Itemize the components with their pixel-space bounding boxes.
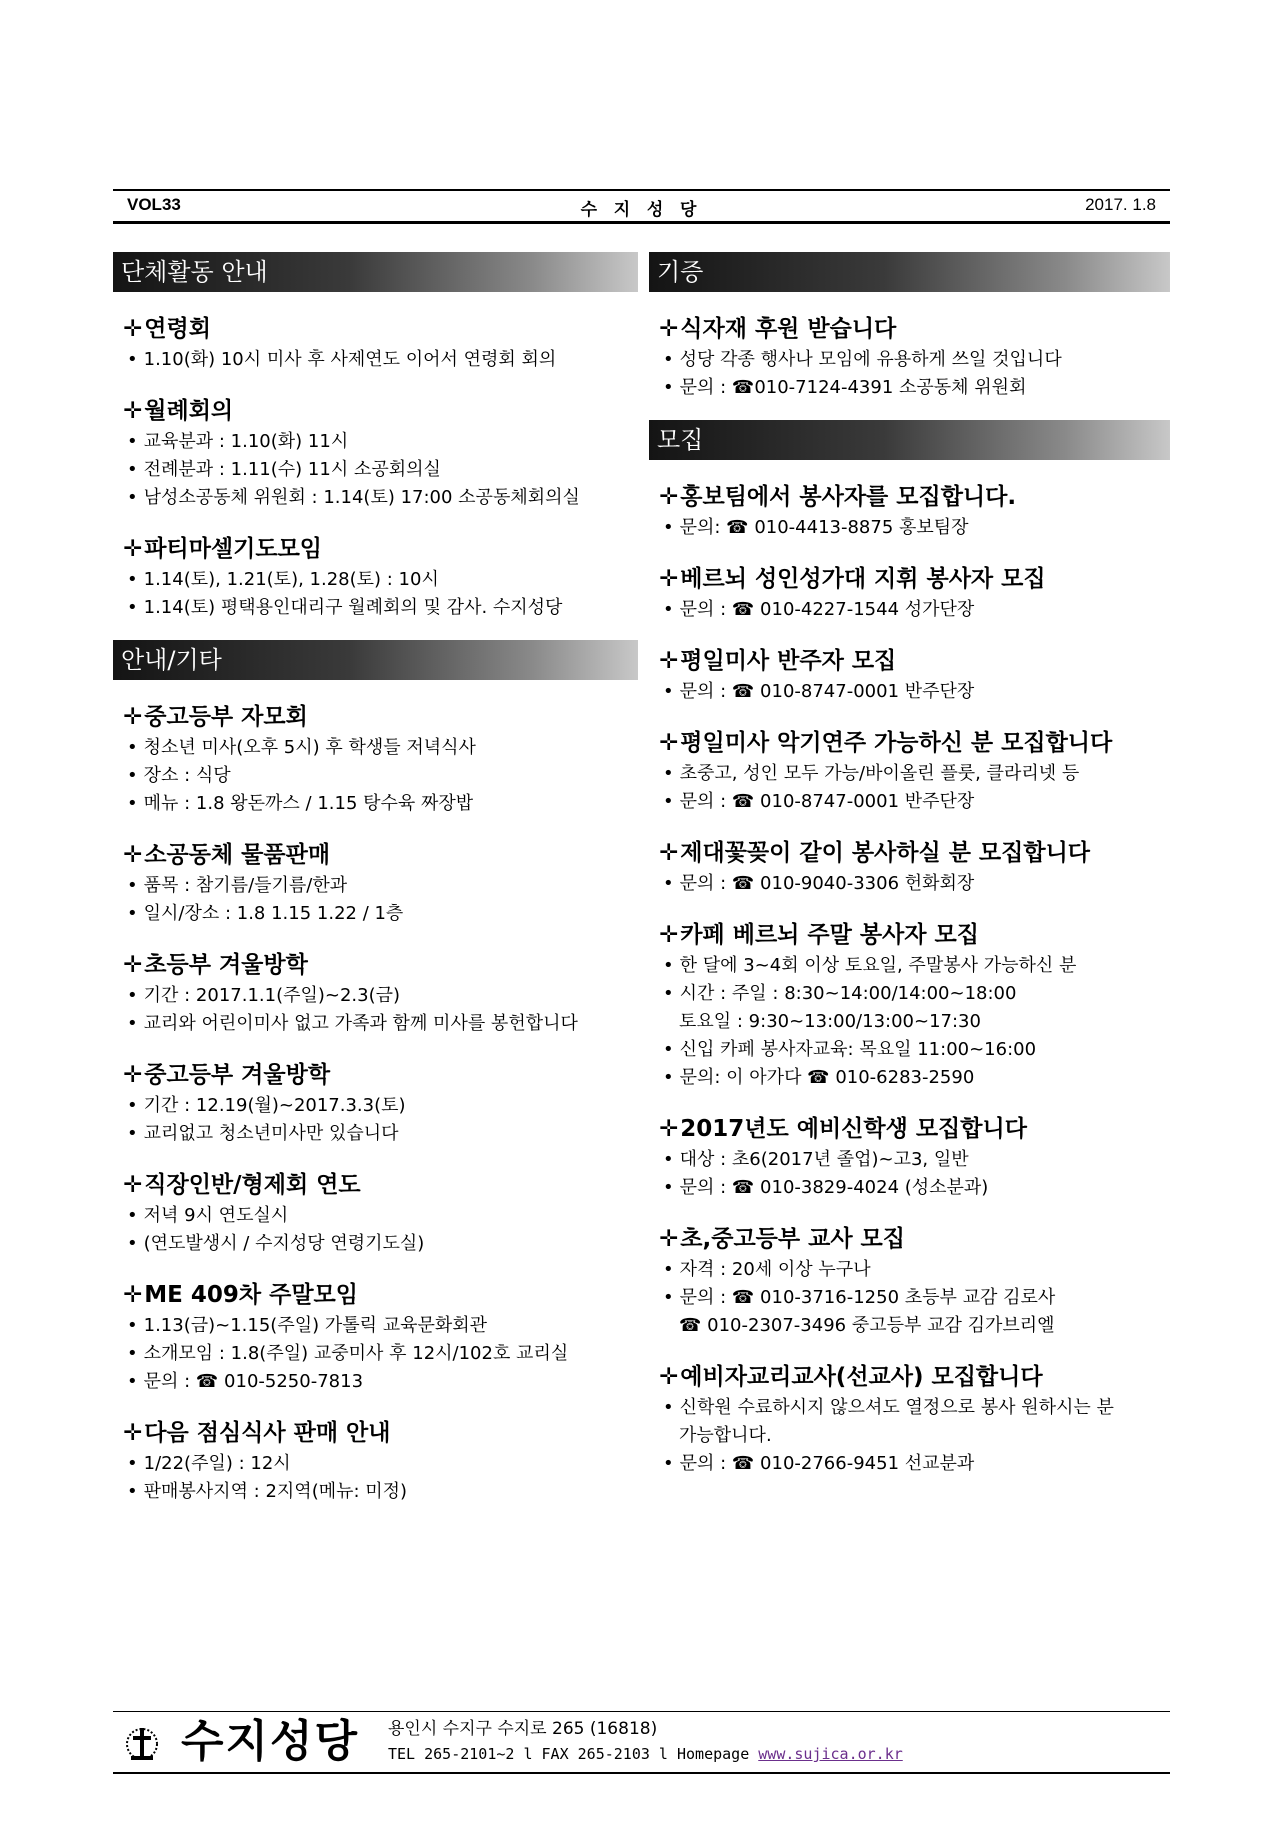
notice-title xyxy=(649,562,1170,596)
newsletter-title: 수 지 성 당 xyxy=(580,200,703,219)
notice-title-text: 중고등부 자모회 xyxy=(144,704,308,730)
section-header: 기증 xyxy=(649,252,1170,292)
notice-title xyxy=(113,948,638,982)
bullet-icon: • xyxy=(663,1287,674,1308)
cross-icon: ✛ xyxy=(123,316,143,342)
cross-icon: ✛ xyxy=(659,1116,679,1142)
bullet-icon: • xyxy=(127,459,138,480)
notice-line-text: 1.13(금)~1.15(주일) 가톨릭 교육문화회관 xyxy=(143,1315,488,1336)
notice-item xyxy=(113,700,638,818)
notice-line xyxy=(113,1368,638,1396)
notice-line-text: 1.14(토) 평택용인대리구 월례회의 및 감사. 수지성당 xyxy=(143,597,563,618)
notice-title-text: 식자재 후원 받습니다 xyxy=(680,316,897,342)
bullet-icon: • xyxy=(127,1095,138,1116)
bullet-icon: • xyxy=(663,1067,674,1088)
notice-line xyxy=(113,982,638,1010)
cross-icon: ✛ xyxy=(123,1420,143,1446)
notice-line-text: 기간 : 2017.1.1(주일)~2.3(금) xyxy=(143,985,401,1006)
bullet-icon: • xyxy=(127,1013,138,1034)
bullet-icon: • xyxy=(663,791,674,812)
bullet-icon: • xyxy=(127,1315,138,1336)
notice-item xyxy=(649,1112,1170,1202)
notice-item xyxy=(649,312,1170,402)
notice-line-text: 교리와 어린이미사 없고 가족과 함께 미사를 봉헌합니다 xyxy=(143,1013,578,1034)
notice-title-text: 소공동체 물품판매 xyxy=(144,842,331,868)
section-header: 안내/기타 xyxy=(113,640,638,680)
bullet-icon: • xyxy=(127,1205,138,1226)
cross-icon: ✛ xyxy=(123,1062,143,1088)
bullet-icon: • xyxy=(127,349,138,370)
cross-icon: ✛ xyxy=(123,842,143,868)
notice-line xyxy=(649,952,1170,980)
homepage-link[interactable]: www.sujica.or.kr xyxy=(758,1745,903,1763)
notice-title-text: ME 409차 주말모임 xyxy=(144,1282,358,1308)
notice-line-text: 문의 : ☎ 010-3716-1250 초등부 교감 김로사 xyxy=(679,1287,1056,1308)
notice-item xyxy=(113,532,638,622)
notice-title-text: 파티마셀기도모임 xyxy=(144,536,323,562)
church-logo-icon xyxy=(123,1722,161,1762)
notice-line-text: 판매봉사지역 : 2지역(메뉴: 미정) xyxy=(143,1481,408,1502)
bullet-icon: • xyxy=(127,1453,138,1474)
notice-line xyxy=(113,790,638,818)
notice-title xyxy=(113,700,638,734)
notice-title-text: 초,중고등부 교사 모집 xyxy=(680,1226,905,1252)
notice-line xyxy=(649,374,1170,402)
notice-line xyxy=(113,594,638,622)
notice-line xyxy=(649,1174,1170,1202)
notice-line-text: 문의 : ☎010-7124-4391 소공동체 위원회 xyxy=(679,377,1027,398)
notice-item xyxy=(649,562,1170,624)
notice-line xyxy=(113,1478,638,1506)
notice-item xyxy=(113,838,638,928)
section-header: 단체활동 안내 xyxy=(113,252,638,292)
notice-item xyxy=(649,480,1170,542)
notice-title xyxy=(649,726,1170,760)
notice-line-text: 초중고, 성인 모두 가능/바이올린 플룻, 클라리넷 등 xyxy=(679,763,1080,784)
notice-line xyxy=(649,1008,1170,1036)
cross-icon: ✛ xyxy=(123,704,143,730)
notice-title-text: 초등부 겨울방학 xyxy=(144,952,308,978)
notice-line-text: 문의 : ☎ 010-8747-0001 반주단장 xyxy=(679,681,975,702)
notice-item xyxy=(113,1168,638,1258)
notice-title-text: 예비자교리교사(선교사) 모집합니다 xyxy=(680,1364,1043,1390)
notice-title xyxy=(649,480,1170,514)
footer-address: 용인시 수지구 수지로 265 (16818) xyxy=(388,1719,658,1739)
notice-line xyxy=(649,596,1170,624)
notice-line-text: 청소년 미사(오후 5시) 후 학생들 저녁식사 xyxy=(143,737,476,758)
notice-title-text: 월례회의 xyxy=(144,398,234,424)
notice-title-text: 직장인반/형제회 연도 xyxy=(144,1172,361,1198)
notice-item xyxy=(649,918,1170,1092)
notice-title xyxy=(113,1168,638,1202)
bullet-icon: • xyxy=(663,1039,674,1060)
notice-line xyxy=(649,1422,1170,1450)
notice-line xyxy=(113,1120,638,1148)
notice-title-text: 평일미사 반주자 모집 xyxy=(680,648,897,674)
notice-line-text: (연도발생시 / 수지성당 연령기도실) xyxy=(143,1233,425,1254)
notice-item xyxy=(113,1278,638,1396)
notice-line-text: 한 달에 3~4회 이상 토요일, 주말봉사 가능하신 분 xyxy=(679,955,1077,976)
bullet-icon: • xyxy=(663,983,674,1004)
cross-icon: ✛ xyxy=(659,484,679,510)
notice-line-text: 문의 : ☎ 010-8747-0001 반주단장 xyxy=(679,791,975,812)
cross-icon: ✛ xyxy=(659,566,679,592)
notice-title xyxy=(113,1058,638,1092)
cross-icon: ✛ xyxy=(123,536,143,562)
notice-line-text: 1/22(주일) : 12시 xyxy=(143,1453,291,1474)
notice-title xyxy=(113,1278,638,1312)
notice-line xyxy=(113,428,638,456)
notice-line xyxy=(113,1312,638,1340)
notice-line-text: 교육분과 : 1.10(화) 11시 xyxy=(143,431,349,452)
notice-title xyxy=(113,1416,638,1450)
notice-line-text: 문의 : ☎ 010-3829-4024 (성소분과) xyxy=(679,1177,989,1198)
notice-item xyxy=(113,312,638,374)
notice-line xyxy=(113,900,638,928)
notice-line-text: 문의: 이 아가다 ☎ 010-6283-2590 xyxy=(679,1067,975,1088)
bullet-icon: • xyxy=(663,377,674,398)
notice-line-text: 문의 : ☎ 010-2766-9451 선교분과 xyxy=(679,1453,975,1474)
notice-line-text: 자격 : 20세 이상 누구나 xyxy=(679,1259,871,1280)
notice-line-text: 토요일 : 9:30~13:00/13:00~17:30 xyxy=(679,1011,981,1032)
notice-item xyxy=(113,1416,638,1506)
bullet-icon: • xyxy=(663,681,674,702)
footer-contact-text: TEL 265-2101~2 l FAX 265-2103 l Homepage xyxy=(388,1745,759,1763)
notice-item xyxy=(649,1360,1170,1478)
bullet-icon: • xyxy=(127,903,138,924)
cross-icon: ✛ xyxy=(659,316,679,342)
cross-icon: ✛ xyxy=(659,922,679,948)
notice-title xyxy=(649,918,1170,952)
bullet-icon: • xyxy=(663,873,674,894)
volume-label: VOL33 xyxy=(127,195,181,214)
notice-title-text: 제대꽃꽂이 같이 봉사하실 분 모집합니다 xyxy=(680,840,1091,866)
bullet-icon: • xyxy=(127,1343,138,1364)
notice-line xyxy=(649,1312,1170,1340)
notice-line xyxy=(113,566,638,594)
notice-line xyxy=(113,1092,638,1120)
notice-line-text: 신입 카페 봉사자교육: 목요일 11:00~16:00 xyxy=(679,1039,1037,1060)
notice-line xyxy=(113,1230,638,1258)
notice-line-text: 남성소공동체 위원회 : 1.14(토) 17:00 소공동체회의실 xyxy=(143,487,580,508)
notice-line-text: 메뉴 : 1.8 왕돈까스 / 1.15 탕수육 짜장밥 xyxy=(143,793,474,814)
bullet-icon: • xyxy=(663,1397,674,1418)
notice-title xyxy=(649,644,1170,678)
notice-line xyxy=(649,346,1170,374)
notice-line-text: ☎ 010-2307-3496 중고등부 교감 김가브리엘 xyxy=(679,1315,1055,1336)
cross-icon: ✛ xyxy=(123,952,143,978)
notice-line xyxy=(649,788,1170,816)
notice-line xyxy=(113,346,638,374)
notice-line xyxy=(649,870,1170,898)
notice-line xyxy=(649,514,1170,542)
bullet-icon: • xyxy=(127,1233,138,1254)
bullet-icon: • xyxy=(127,1481,138,1502)
notice-line xyxy=(113,1340,638,1368)
bullet-icon: • xyxy=(127,737,138,758)
bullet-icon: • xyxy=(127,793,138,814)
cross-icon: ✛ xyxy=(659,840,679,866)
notice-title-text: 2017년도 예비신학생 모집합니다 xyxy=(680,1116,1027,1142)
cross-icon: ✛ xyxy=(123,1172,143,1198)
notice-line-text: 품목 : 참기름/들기름/한과 xyxy=(143,875,348,896)
cross-icon: ✛ xyxy=(659,1364,679,1390)
notice-title xyxy=(649,836,1170,870)
notice-item xyxy=(649,644,1170,706)
notice-line xyxy=(649,1284,1170,1312)
notice-item xyxy=(113,394,638,512)
bullet-icon: • xyxy=(127,1123,138,1144)
notice-title-text: 연령회 xyxy=(144,316,211,342)
notice-line xyxy=(649,760,1170,788)
bullet-icon: • xyxy=(127,1371,138,1392)
section-header: 모집 xyxy=(649,420,1170,460)
cross-icon: ✛ xyxy=(659,648,679,674)
notice-line xyxy=(649,678,1170,706)
notice-title-text: 평일미사 악기연주 가능하신 분 모집합니다 xyxy=(680,730,1113,756)
notice-line-text: 대상 : 초6(2017년 졸업)~고3, 일반 xyxy=(679,1149,969,1170)
notice-title-text: 홍보팀에서 봉사자를 모집합니다. xyxy=(680,484,1017,510)
bullet-icon: • xyxy=(663,349,674,370)
notice-line xyxy=(649,1450,1170,1478)
cross-icon: ✛ xyxy=(659,1226,679,1252)
notice-title-text: 베르뇌 성인성가대 지휘 봉사자 모집 xyxy=(680,566,1046,592)
notice-line-text: 일시/장소 : 1.8 1.15 1.22 / 1층 xyxy=(143,903,404,924)
bullet-icon: • xyxy=(663,1259,674,1280)
notice-title-text: 카페 베르뇌 주말 봉사자 모집 xyxy=(680,922,979,948)
cross-icon: ✛ xyxy=(123,1282,143,1308)
page-header xyxy=(113,189,1170,224)
notice-line xyxy=(113,456,638,484)
notice-line xyxy=(113,1450,638,1478)
bullet-icon: • xyxy=(663,1177,674,1198)
notice-item xyxy=(113,1058,638,1148)
notice-title xyxy=(649,1360,1170,1394)
notice-line-text: 저녁 9시 연도실시 xyxy=(143,1205,289,1226)
notice-line-text: 전례분과 : 1.11(수) 11시 소공회의실 xyxy=(143,459,441,480)
bullet-icon: • xyxy=(127,569,138,590)
notice-line-text: 1.10(화) 10시 미사 후 사제연도 이어서 연령회 회의 xyxy=(143,349,557,370)
notice-title xyxy=(113,532,638,566)
cross-icon: ✛ xyxy=(659,730,679,756)
bullet-icon: • xyxy=(127,875,138,896)
notice-line-text: 문의 : ☎ 010-4227-1544 성가단장 xyxy=(679,599,975,620)
right-column xyxy=(649,252,1170,1478)
notice-line-text: 문의: ☎ 010-4413-8875 홍보팀장 xyxy=(679,517,969,538)
notice-title-text: 중고등부 겨울방학 xyxy=(144,1062,331,1088)
cross-icon: ✛ xyxy=(123,398,143,424)
bullet-icon: • xyxy=(127,765,138,786)
bullet-icon: • xyxy=(663,1453,674,1474)
notice-line-text: 시간 : 주일 : 8:30~14:00/14:00~18:00 xyxy=(679,983,1017,1004)
notice-line xyxy=(113,484,638,512)
notice-line xyxy=(649,1036,1170,1064)
notice-line xyxy=(649,1146,1170,1174)
bullet-icon: • xyxy=(663,763,674,784)
notice-title xyxy=(649,312,1170,346)
notice-line xyxy=(649,1256,1170,1284)
notice-line-text: 장소 : 식당 xyxy=(143,765,231,786)
page-footer xyxy=(113,1711,1170,1774)
notice-line xyxy=(113,762,638,790)
notice-line xyxy=(649,980,1170,1008)
notice-line-text: 성당 각종 행사나 모임에 유용하게 쓰일 것입니다 xyxy=(679,349,1062,370)
notice-line-text: 가능합니다. xyxy=(679,1425,772,1446)
notice-line xyxy=(649,1064,1170,1092)
notice-line-text: 신학원 수료하시지 않으셔도 열정으로 봉사 원하시는 분 xyxy=(679,1397,1114,1418)
bullet-icon: • xyxy=(663,517,674,538)
bullet-icon: • xyxy=(663,955,674,976)
left-column xyxy=(113,252,638,1506)
notice-line-text: 문의 : ☎ 010-5250-7813 xyxy=(143,1371,364,1392)
bullet-icon: • xyxy=(127,431,138,452)
bullet-icon: • xyxy=(127,487,138,508)
footer-logo-text: 수지성당 xyxy=(181,1716,360,1767)
notice-title xyxy=(113,394,638,428)
notice-line-text: 기간 : 12.19(월)~2017.3.3(토) xyxy=(143,1095,406,1116)
bullet-icon: • xyxy=(127,597,138,618)
notice-title xyxy=(649,1112,1170,1146)
notice-line-text: 소개모임 : 1.8(주일) 교중미사 후 12시/102호 교리실 xyxy=(143,1343,569,1364)
notice-title xyxy=(113,312,638,346)
notice-item xyxy=(649,726,1170,816)
notice-title xyxy=(113,838,638,872)
notice-item xyxy=(113,948,638,1038)
notice-line-text: 문의 : ☎ 010-9040-3306 헌화회장 xyxy=(679,873,975,894)
issue-date: 2017. 1.8 xyxy=(1085,195,1156,214)
notice-line-text: 1.14(토), 1.21(토), 1.28(토) : 10시 xyxy=(143,569,439,590)
bullet-icon: • xyxy=(127,985,138,1006)
notice-line xyxy=(113,1202,638,1230)
notice-line xyxy=(113,1010,638,1038)
footer-contact xyxy=(388,1744,903,1764)
bullet-icon: • xyxy=(663,599,674,620)
notice-line-text: 교리없고 청소년미사만 있습니다 xyxy=(143,1123,399,1144)
notice-title xyxy=(649,1222,1170,1256)
notice-line xyxy=(649,1394,1170,1422)
notice-item xyxy=(649,1222,1170,1340)
notice-item xyxy=(649,836,1170,898)
notice-line xyxy=(113,872,638,900)
bullet-icon: • xyxy=(663,1149,674,1170)
notice-title-text: 다음 점심식사 판매 안내 xyxy=(144,1420,391,1446)
notice-line xyxy=(113,734,638,762)
